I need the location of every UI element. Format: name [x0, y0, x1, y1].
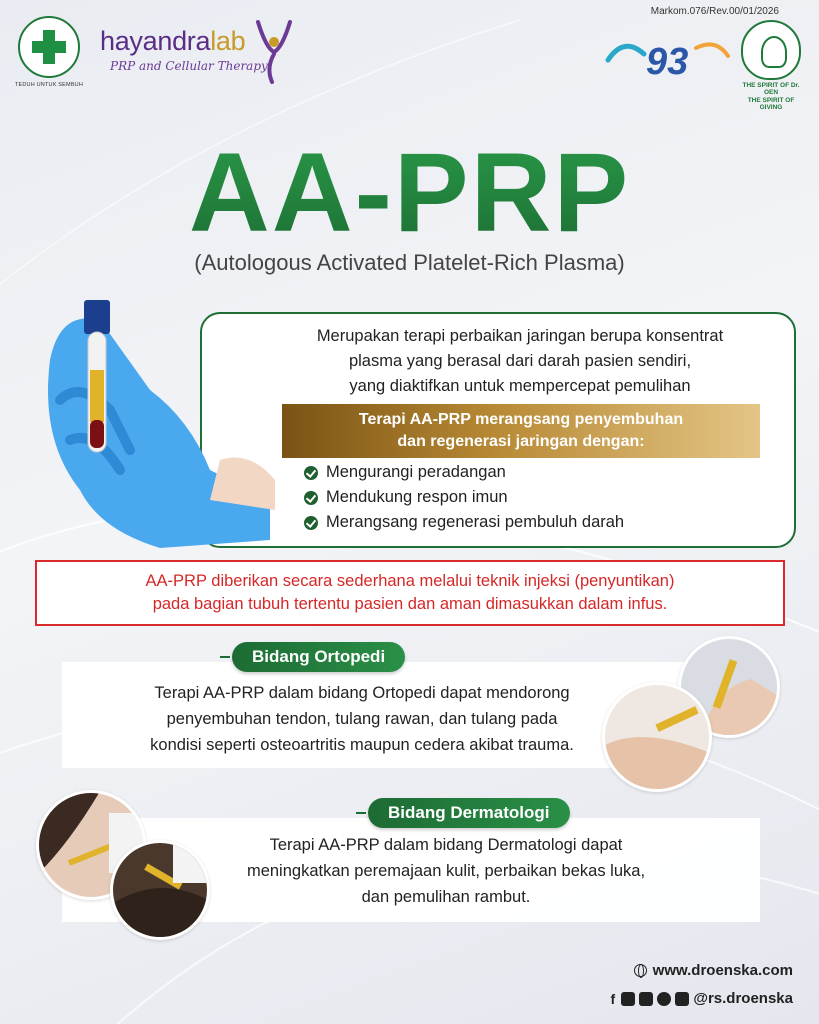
description-line: yang diaktifkan untuk mempercepat pemulihan — [349, 377, 691, 395]
anniversary-logo — [604, 30, 734, 90]
page-subtitle: (Autologous Activated Platelet-Rich Plasma) — [194, 250, 625, 275]
banner-text — [282, 404, 760, 453]
banner-line: dan regenerasi jaringan dengan: — [397, 433, 645, 450]
ortopedi-label: Bidang Ortopedi — [232, 642, 405, 672]
section-line: Terapi AA-PRP dalam bidang Dermatologi dapat — [269, 836, 623, 854]
globe-icon — [634, 964, 647, 977]
knee-photo-image — [605, 685, 712, 792]
notice-line: pada bagian tubuh tertentu pasien dan aman dimasukkan dalam infus. — [152, 595, 668, 613]
ortopedi-knee-photo — [602, 682, 712, 792]
spirit-of-giving-logo — [738, 20, 804, 112]
section-line: meningkatkan peremajaan kulit, perbaikan bekas luka, — [246, 862, 646, 880]
benefits-list — [304, 460, 624, 535]
cross-icon — [32, 30, 66, 64]
section-line: kondisi seperti osteoartritis maupun cedera akibat trauma. — [150, 736, 574, 754]
website-label: www.droenska.com — [652, 962, 793, 979]
doctor-portrait-icon — [741, 20, 801, 80]
brand-subtitle: PRP and Cellular Therapy — [110, 59, 268, 73]
hospital-emblem — [18, 16, 80, 78]
anniversary-number: 93 — [646, 41, 689, 83]
banner-line: Terapi AA-PRP merangsang penyembuhan — [358, 411, 684, 428]
check-circle-icon — [304, 516, 318, 530]
benefit-label: Mengurangi peradangan — [326, 463, 506, 481]
benefit-label: Mendukung respon imun — [326, 488, 508, 506]
spotify-icon[interactable] — [657, 992, 671, 1006]
brand-name-part-b: lab — [210, 26, 246, 56]
brand-name-part-a: hayandra — [100, 26, 211, 56]
gloved-hand-blood-tube-image — [40, 270, 280, 550]
brand-name — [100, 26, 268, 57]
list-item — [304, 460, 624, 485]
hospital-tagline: TEDUH UNTUK SEMBUH — [14, 82, 84, 88]
spirit-caption — [738, 82, 804, 112]
description-line: plasma yang berasal dari darah pasien sendiri, — [348, 352, 692, 370]
hospital-logo — [12, 16, 86, 96]
check-circle-icon — [304, 491, 318, 505]
check-circle-icon — [304, 466, 318, 480]
page-title: AA-PRP — [0, 128, 819, 257]
tiktok-icon[interactable] — [675, 992, 689, 1006]
section-line: penyembuhan tendon, tulang rawan, dan tulang pada — [166, 710, 558, 728]
list-item — [304, 510, 624, 535]
brand-figure-icon — [252, 18, 296, 84]
list-item — [304, 485, 624, 510]
spirit-line-2: THE SPIRIT OF GIVING — [747, 96, 795, 112]
notice-text — [37, 562, 783, 616]
hero-description — [265, 324, 775, 399]
hayandralab-logo — [100, 26, 268, 73]
website-link[interactable] — [634, 962, 793, 979]
instagram-icon[interactable] — [621, 992, 635, 1006]
section-line: Terapi AA-PRP dalam bidang Ortopedi dapat mendorong — [154, 684, 570, 702]
benefits-banner — [282, 404, 760, 458]
dermatologi-scalp-photo — [110, 840, 210, 940]
description-line: Merupakan terapi perbaikan jaringan berupa konsentrat — [316, 327, 724, 345]
spirit-line-1: THE SPIRIT OF Dr. OEN — [742, 82, 800, 97]
social-handle-label: @rs.droenska — [693, 990, 793, 1007]
benefit-label: Merangsang regenerasi pembuluh darah — [326, 513, 625, 531]
section-line: dan pemulihan rambut. — [361, 888, 531, 906]
dermatologi-label: Bidang Dermatologi — [368, 798, 570, 828]
facebook-icon[interactable]: f — [610, 990, 616, 1007]
notice-box — [35, 560, 785, 626]
scalp-photo-image — [113, 843, 210, 940]
social-handle[interactable] — [608, 990, 793, 1007]
youtube-icon[interactable] — [639, 992, 653, 1006]
anniversary-swirl-icon — [604, 30, 734, 90]
document-code: Markom.076/Rev.00/01/2026 — [650, 6, 779, 17]
notice-line: AA-PRP diberikan secara sederhana melalui teknik injeksi (penyuntikan) — [145, 572, 675, 590]
